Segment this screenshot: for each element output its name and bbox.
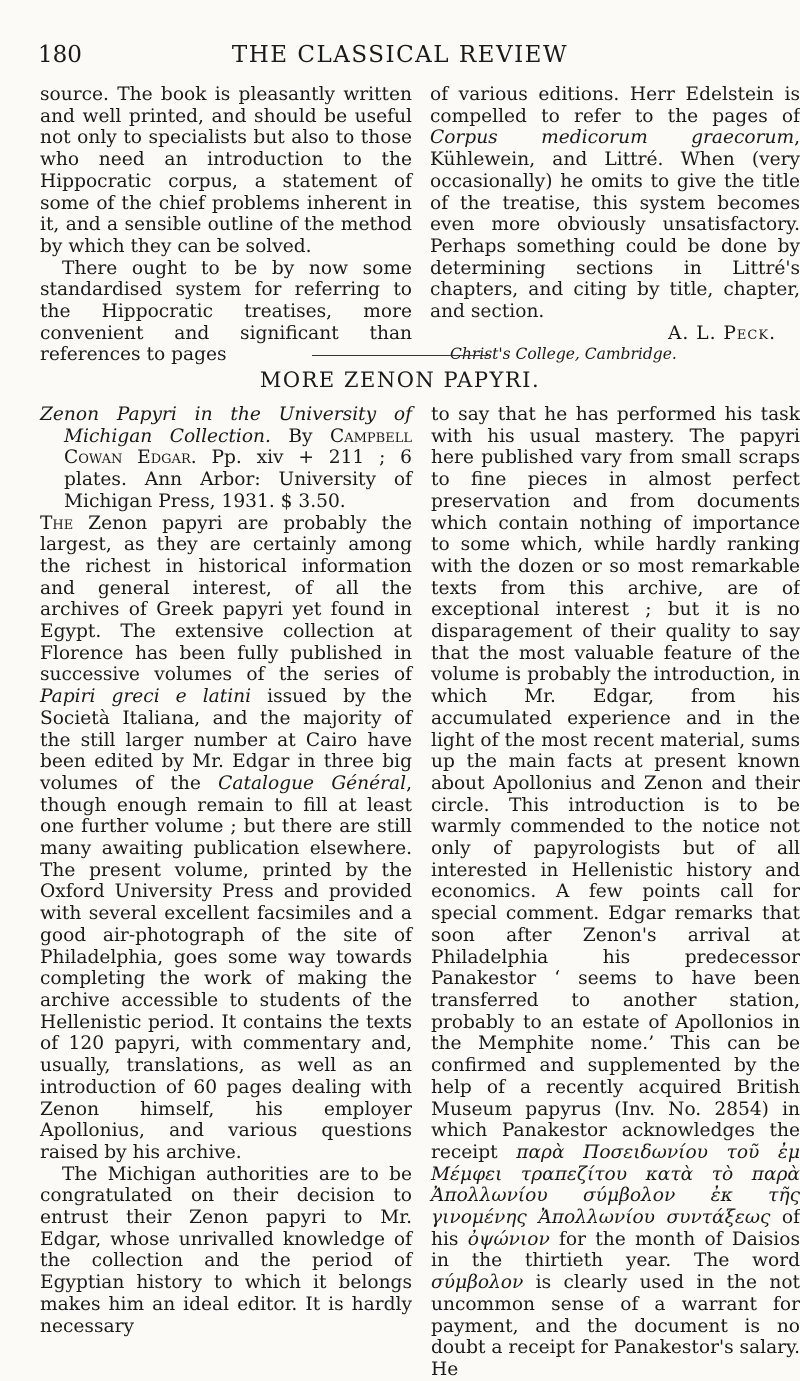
page-number: 180 — [38, 42, 82, 68]
section-heading: MORE ZENON PAPYRI. — [259, 368, 541, 392]
previous-review-left-column — [40, 84, 412, 366]
book-author: Campbell Cowan Edgar. — [64, 425, 412, 469]
book-citation: Zenon Papyri in the University of Michigan Collection. By Campbell Cowan Edgar. Pp. xiv + 211 ; 6 plates. Ann Arbor: University of Michigan Press, 1931. $ 3.50. — [40, 404, 412, 512]
reviewer-signature: A. L. Peck. — [668, 322, 776, 344]
running-head — [28, 42, 772, 74]
paragraph: of various editions. Herr Edelstein is compelled to refer to the pages of Corpus medicorum graecorum, Kühlewein, and Littré. When (very occasionally) he omits to give the title of the treatise, this system becomes even more obviously unsatisfactory. Perhaps something could be done by determining sections in Littré's chapters, and citing by title, chapter, and section. — [430, 84, 800, 323]
reviewer-affiliation: Christ's College, Cambridge. — [450, 345, 677, 364]
previous-review-right-column — [430, 84, 800, 364]
journal-title: THE CLASSICAL REVIEW — [231, 42, 569, 68]
italic-title: Corpus medicorum graecorum — [430, 127, 795, 149]
greek-quotation: παρὰ Ποσειδωνίου τοῦ ἐμ Μέμφει τραπεζίτου κατὰ τὸ παρὰ Ἀπολλωνίου σύμβολον ἐκ τῆς γινομένης Ἀπολλωνίου συντάξεως — [431, 1141, 800, 1229]
review-left-column — [40, 404, 412, 1337]
paragraph: to say that he has performed his task with his usual mastery. The papyri here published vary from small scraps to fine pieces in almost perfect preservation and from documents which contain nothing of importance to some which, while hardly ranking with the dozen or so most remarkable texts from this archive, are of exceptional interest ; but it is no disparagement of their quality to say that the most valuable feature of the volume is probably the introduction, in which Mr. Edgar, from his accumulated experience and in the light of the most recent material, sums up the main facts at present known about Apollonius and Zenon and their circle. This introduction is to be warmly commended to the notice not only of papyrologists but of all interested in Hellenistic history and economics. A few points call for special comment. Edgar remarks that soon after Zenon's arrival at Philadelphia his predecessor Panakestor ‘ seems to have been transferred to another station, probably to an estate of Apollonios in the Memphite nome.’ This can be confirmed and supplemented by the help of a recently acquired British Museum papyrus (Inv. No. 2854) in which Panakestor acknowledges the receipt παρὰ Ποσειδωνίου τοῦ ἐμ Μέμφει τραπεζίτου κατὰ τὸ παρὰ Ἀπολλωνίου σύμβολον ἐκ τῆς γινομένης Ἀπολλωνίου συντάξεως of his ὀψώνιον for the month of Daisios in the thirtieth year. The word σύμβολον is clearly used in the not uncommon sense of a warrant for payment, and the document is no doubt a receipt for Panakestor's salary. He — [431, 404, 800, 1380]
book-details: Pp. xiv + 211 ; 6 plates. Ann Arbor: University of Michigan Press, 1931. $ 3.50. — [64, 447, 412, 512]
section-divider — [312, 355, 488, 356]
paragraph: The Zenon papyri are probably the largest, as they are certainly among the richest in historical information and general interest, of all the archives of Greek papyri yet found in Egypt. The extensive collection at Florence has been fully published in successive volumes of the series of Papiri greci e latini issued by the Società Italiana, and the majority of the still larger number at Cairo have been edited by Mr. Edgar in three big volumes of the Catalogue Général, though enough remain to fill at least one further volume ; but there are still many awaiting publication elsewhere. The present volume, printed by the Oxford University Press and provided with several excellent facsimiles and a good air-photograph of the site of Philadelphia, goes some way towards completing the work of making the archive accessible to students of the Hellenistic period. It contains the texts of 120 papyri, with commentary and, usually, translations, as well as an introduction of 60 pages dealing with Zenon himself, his employer Apollonius, and various questions raised by his archive. — [40, 512, 413, 1163]
paragraph: The Michigan authorities are to be congratulated on their decision to entrust their Zenon papyri to Mr. Edgar, whose unrivalled knowledge of the collection and the period of Egyptian history to which it belongs makes him an ideal editor. It is hardly necessary — [40, 1163, 412, 1337]
review-right-column — [431, 404, 800, 1381]
paragraph: source. The book is pleasantly written and well printed, and should be useful not only to specialists but also to those who need an introduction to the Hippocratic corpus, a statement of some of the chief problems inherent in it, and a sensible outline of the method by which they can be solved. — [40, 84, 412, 257]
book-title: Zenon Papyri in the University of Michigan Collection. — [40, 404, 412, 447]
paragraph: There ought to be by now some standardised system for referring to the Hippocratic treatises, more convenient and significant than references to pages — [40, 257, 412, 366]
